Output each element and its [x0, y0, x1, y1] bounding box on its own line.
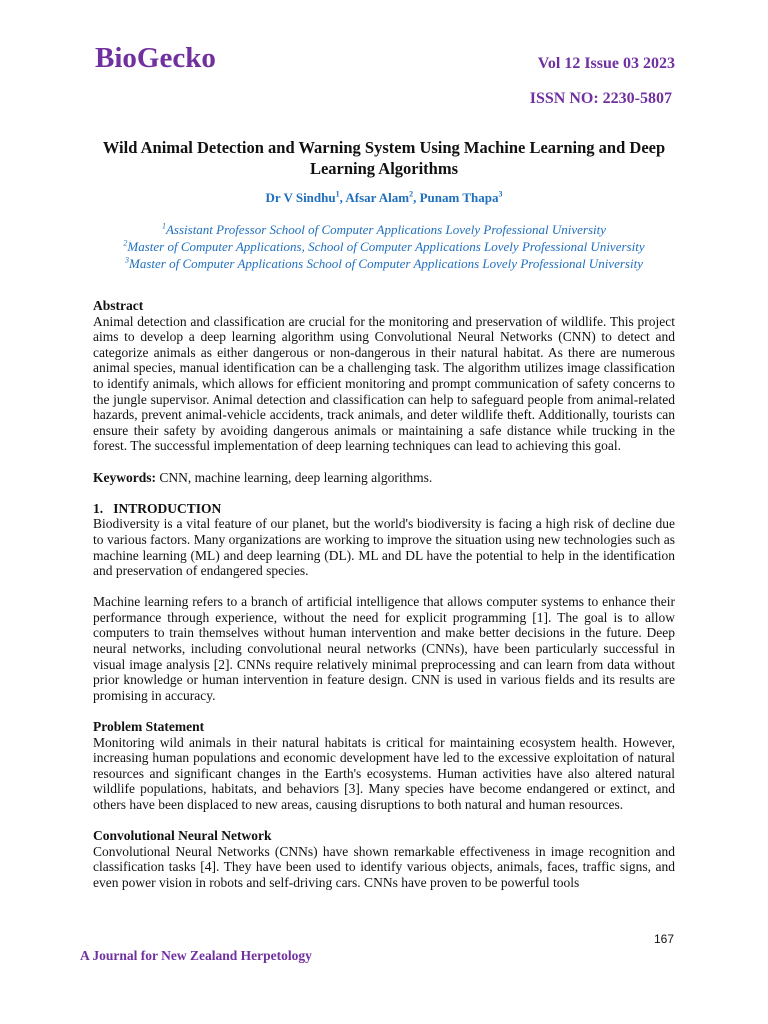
author-list — [0, 190, 768, 206]
affiliation-mark: 1 — [161, 221, 166, 231]
paper-title: Wild Animal Detection and Warning System Using Machine Learning and Deep Learning Algorithms — [102, 138, 666, 178]
author-affiliation-mark: 2 — [409, 189, 414, 199]
author-separator: , — [413, 190, 420, 205]
cnn-heading: Convolutional Neural Network — [93, 828, 272, 844]
keywords-label: Keywords: — [93, 469, 156, 485]
author-affiliation-mark: 1 — [335, 189, 340, 199]
keywords-text: CNN, machine learning, deep learning algorithms. — [156, 469, 433, 485]
affiliation-text: Master of Computer Applications School of Computer Applications Lovely Professional University — [129, 256, 643, 271]
affiliation-text: Master of Computer Applications, School of Computer Applications Lovely Professional University — [127, 239, 645, 254]
keywords — [93, 470, 675, 486]
volume-issue: Vol 12 Issue 03 2023 — [537, 55, 675, 72]
journal-tagline: A Journal for New Zealand Herpetology — [80, 948, 312, 963]
introduction-heading: 1. INTRODUCTION — [93, 500, 222, 516]
affiliation-list — [0, 221, 768, 272]
page-number: 167 — [653, 932, 674, 946]
author-name: Afsar Alam — [345, 190, 410, 205]
issn-number: ISSN NO: 2230-5807 — [529, 90, 672, 107]
author-separator: , — [339, 190, 346, 205]
affiliation-mark: 3 — [125, 255, 130, 265]
author-name: Dr V Sindhu — [265, 190, 336, 205]
introduction-paragraph: Biodiversity is a vital feature of our planet, but the world's biodiversity is facing a high risk of decline due to various factors. Many organizations are working to improve the situation using new technologies such as machine learning (ML) and deep learning (DL). ML and DL have the potential to help in the identification and preservation of endangered species. — [93, 516, 675, 579]
affiliation-text: Assistant Professor School of Computer Applications Lovely Professional University — [165, 222, 607, 237]
affiliation-mark: 2 — [123, 238, 128, 248]
cnn-text: Convolutional Neural Networks (CNNs) have shown remarkable effectiveness in image recognition and classification tasks [4]. They have been used to identify various objects, animals, faces, traffic signs, and even power vision in robots and self-driving cars. CNNs have proven to be powerful tools — [93, 843, 675, 890]
paper-body — [93, 298, 675, 891]
problem-statement-heading: Problem Statement — [93, 719, 205, 735]
affiliation-line — [0, 255, 768, 272]
affiliation-line — [0, 221, 768, 238]
affiliation-line — [0, 238, 768, 255]
journal-name: BioGecko — [95, 42, 216, 74]
problem-statement-text: Monitoring wild animals in their natural habitats is critical for maintaining ecosystem health. However, increasing human populations and economic development have led to the excessive exploitation of natural resources and significant changes in the Earth's ecosystems. Human activities have also altered natural wildlife populations, habitats, and behaviors [3]. Many species have become endangered or extinct, and others have been displaced to new areas, causing disruptions to both natural and human resources. — [93, 734, 675, 812]
author-name: Punam Thapa — [419, 190, 499, 205]
abstract-text: Animal detection and classification are crucial for the monitoring and preservation of wildlife. This project aims to develop a deep learning algorithm using Convolutional Neural Networks (CNN) to detect and categorize animals as either dangerous or non-dangerous in their natural habitat. As there are numerous animal species, manual identification can be a challenging task. The algorithm utilizes image classification to identify animals, which allows for efficient monitoring and prompt communication of safety concerns to the jungle supervisor. Animal detection and classification can help to safeguard people from animal-related hazards, prevent animal-vehicle accidents, track animals, and deter wildlife theft. Additionally, tourists can ensure their safety by avoiding dangerous animals or maintaining a safe distance while trucking in the forest. The successful implementation of deep learning techniques can lead to achieving this goal. — [93, 313, 675, 454]
introduction-paragraph: Machine learning refers to a branch of artificial intelligence that allows computer systems to enhance their performance through experience, without the need for explicit programming [1]. The goal is to allow computers to train themselves without human intervention and make better decisions in the future. Deep neural networks, including convolutional neural networks (CNNs), have been particularly successful in visual image analysis [2]. CNNs require relatively minimal preprocessing and can learn from data without prior knowledge or human intervention in feature design. CNN is used in various fields and its results are promising in accuracy. — [93, 594, 675, 703]
abstract-heading: Abstract — [93, 298, 144, 313]
author-affiliation-mark: 3 — [498, 189, 503, 199]
